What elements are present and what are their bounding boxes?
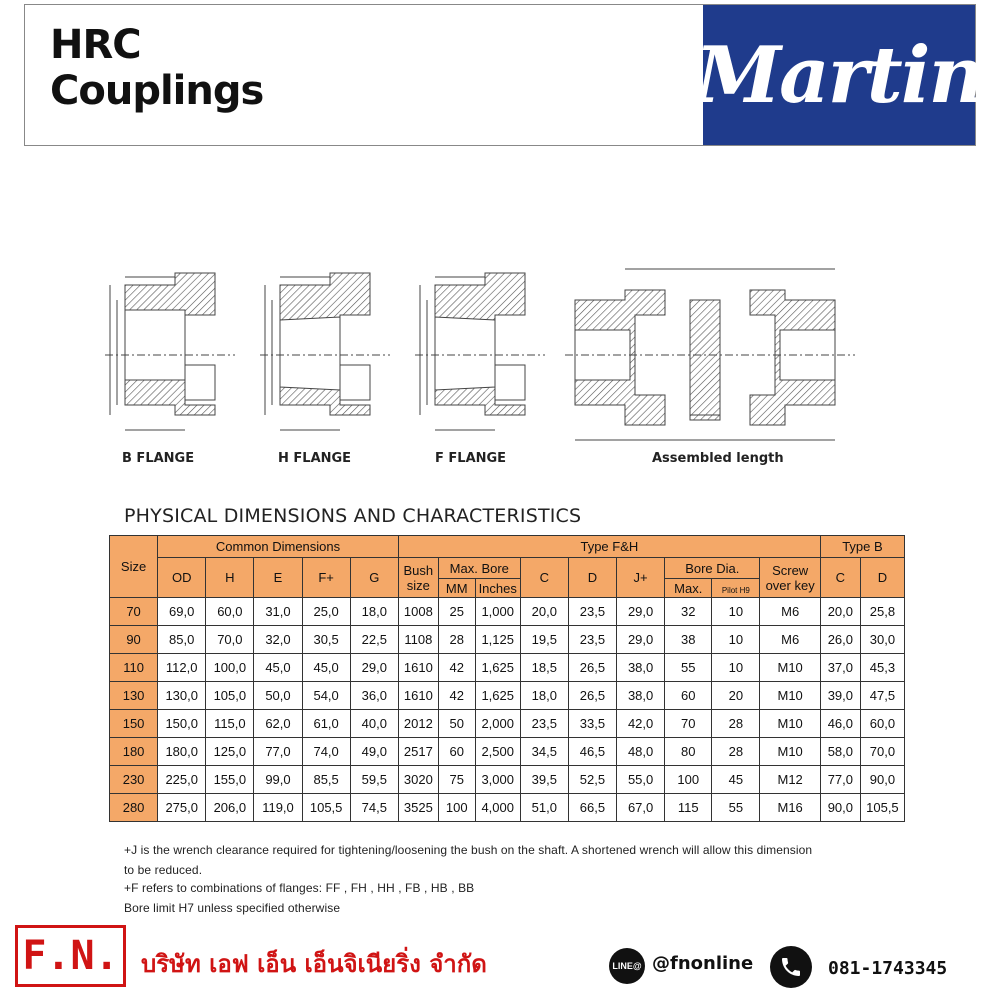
- table-cell: 45,0: [302, 654, 350, 682]
- table-cell: 26,5: [568, 682, 616, 710]
- brand-logo: [694, 5, 984, 145]
- table-cell: 60: [665, 682, 712, 710]
- col-bush-size: Bush size: [398, 558, 438, 598]
- table-cell: 112,0: [158, 654, 206, 682]
- table-cell: 80: [665, 738, 712, 766]
- line-id: @fnonline: [652, 953, 754, 974]
- table-cell: 58,0: [820, 738, 860, 766]
- table-row: [110, 794, 905, 822]
- table-cell: M10: [760, 682, 820, 710]
- table-cell: 45,3: [860, 654, 904, 682]
- table-cell: 33,5: [568, 710, 616, 738]
- col-od: OD: [158, 558, 206, 598]
- table-cell: 46,0: [820, 710, 860, 738]
- table-cell: 46,5: [568, 738, 616, 766]
- table-cell: 40,0: [350, 710, 398, 738]
- table-cell: 77,0: [254, 738, 302, 766]
- table-cell: 29,0: [617, 598, 665, 626]
- title-line-2: Couplings: [50, 68, 264, 114]
- table-cell: 55,0: [617, 766, 665, 794]
- table-cell: 66,5: [568, 794, 616, 822]
- f-flange-label: F FLANGE: [435, 451, 507, 466]
- table-cell: 70,0: [206, 626, 254, 654]
- table-row: [110, 710, 905, 738]
- table-cell: 225,0: [158, 766, 206, 794]
- note-wrench-clearance-cont: to be reduced.: [124, 863, 203, 877]
- table-cell: 74,0: [302, 738, 350, 766]
- h-flange-drawing: [260, 273, 390, 430]
- table-cell: 1610: [398, 682, 438, 710]
- table-cell: M10: [760, 654, 820, 682]
- table-cell: 18,0: [520, 682, 568, 710]
- flange-diagrams: [85, 255, 865, 455]
- table-cell: 115: [665, 794, 712, 822]
- table-cell: 100,0: [206, 654, 254, 682]
- table-row: [110, 598, 905, 626]
- table-cell: 50: [438, 710, 475, 738]
- table-cell: 67,0: [617, 794, 665, 822]
- table-cell: 3525: [398, 794, 438, 822]
- table-cell: 20,0: [820, 598, 860, 626]
- phone-icon: [770, 946, 812, 988]
- table-cell: 70,0: [860, 738, 904, 766]
- table-cell: 60: [438, 738, 475, 766]
- table-cell: M12: [760, 766, 820, 794]
- table-cell: 60,0: [206, 598, 254, 626]
- f-flange-drawing: [415, 273, 545, 430]
- table-cell: 1,625: [475, 654, 520, 682]
- pilot-h9-label: Pilot H9: [721, 585, 750, 595]
- table-cell: 28: [712, 710, 760, 738]
- col-g: G: [350, 558, 398, 598]
- col-j: J+: [617, 558, 665, 598]
- table-cell: 45: [712, 766, 760, 794]
- assembled-length-label: Assembled length: [652, 451, 784, 466]
- table-cell: 115,0: [206, 710, 254, 738]
- table-cell: 23,5: [568, 598, 616, 626]
- table-cell: 19,5: [520, 626, 568, 654]
- note-bore-limit: Bore limit H7 unless specified otherwise: [124, 901, 341, 915]
- table-row: [110, 738, 905, 766]
- table-cell: 3,000: [475, 766, 520, 794]
- table-cell: 25,0: [302, 598, 350, 626]
- table-cell: M10: [760, 710, 820, 738]
- table-cell: 105,5: [302, 794, 350, 822]
- table-cell: 155,0: [206, 766, 254, 794]
- table-cell: 99,0: [254, 766, 302, 794]
- table-cell: 42,0: [617, 710, 665, 738]
- table-cell: 30,5: [302, 626, 350, 654]
- table-cell: 1,625: [475, 682, 520, 710]
- table-cell: 29,0: [350, 654, 398, 682]
- table-cell: 20: [712, 682, 760, 710]
- page-title: [50, 22, 263, 114]
- table-cell: 55: [712, 794, 760, 822]
- table-cell: 2517: [398, 738, 438, 766]
- b-flange-label: B FLANGE: [122, 451, 195, 466]
- table-row: [110, 654, 905, 682]
- table-cell: 38,0: [617, 654, 665, 682]
- table-cell: 1,000: [475, 598, 520, 626]
- size-cell: 230: [110, 766, 158, 794]
- col-pilot-h9: [712, 579, 760, 598]
- table-cell: 32,0: [254, 626, 302, 654]
- table-cell: 75: [438, 766, 475, 794]
- table-cell: 31,0: [254, 598, 302, 626]
- table-body: [110, 598, 905, 822]
- table-cell: 59,5: [350, 766, 398, 794]
- table-cell: 50,0: [254, 682, 302, 710]
- col-bore-max: Max.: [665, 579, 712, 598]
- table-cell: 69,0: [158, 598, 206, 626]
- col-screw-over-key: Screw over key: [760, 558, 820, 598]
- table-cell: 74,5: [350, 794, 398, 822]
- col-inches: Inches: [475, 579, 520, 598]
- table-cell: 18,5: [520, 654, 568, 682]
- line-badge-text: LINE@: [612, 961, 642, 971]
- table-cell: 10: [712, 598, 760, 626]
- table-cell: 30,0: [860, 626, 904, 654]
- table-cell: 4,000: [475, 794, 520, 822]
- table-cell: 1610: [398, 654, 438, 682]
- table-cell: 180,0: [158, 738, 206, 766]
- h-flange-label: H FLANGE: [278, 451, 352, 466]
- table-cell: 47,5: [860, 682, 904, 710]
- table-cell: 150,0: [158, 710, 206, 738]
- col-e: E: [254, 558, 302, 598]
- table-cell: 85,0: [158, 626, 206, 654]
- size-cell: 90: [110, 626, 158, 654]
- table-cell: M10: [760, 738, 820, 766]
- title-line-1: HRC: [50, 22, 141, 68]
- table-cell: 18,0: [350, 598, 398, 626]
- table-cell: 52,5: [568, 766, 616, 794]
- table-cell: 70: [665, 710, 712, 738]
- assembled-drawing: [565, 269, 855, 440]
- b-flange-drawing: [105, 273, 235, 430]
- table-cell: 3020: [398, 766, 438, 794]
- table-cell: 77,0: [820, 766, 860, 794]
- table-cell: 90,0: [820, 794, 860, 822]
- table-cell: 38: [665, 626, 712, 654]
- table-cell: 119,0: [254, 794, 302, 822]
- table-cell: 2012: [398, 710, 438, 738]
- note-flange-combinations: +F refers to combinations of flanges: FF , FH , HH , FB , HB , BB: [124, 881, 475, 895]
- table-cell: 38,0: [617, 682, 665, 710]
- col-type-b-c: C: [820, 558, 860, 598]
- table-cell: 39,5: [520, 766, 568, 794]
- table-cell: M16: [760, 794, 820, 822]
- table-cell: 34,5: [520, 738, 568, 766]
- table-cell: 51,0: [520, 794, 568, 822]
- table-cell: 26,5: [568, 654, 616, 682]
- table-cell: 22,5: [350, 626, 398, 654]
- table-cell: 37,0: [820, 654, 860, 682]
- table-cell: 1,125: [475, 626, 520, 654]
- table-cell: 54,0: [302, 682, 350, 710]
- table-cell: 10: [712, 626, 760, 654]
- table-cell: 100: [665, 766, 712, 794]
- section-title: PHYSICAL DIMENSIONS AND CHARACTERISTICS: [124, 505, 582, 527]
- table-cell: 100: [438, 794, 475, 822]
- table-cell: 45,0: [254, 654, 302, 682]
- group-type-b: Type B: [820, 536, 904, 558]
- group-type-fh: Type F&H: [398, 536, 820, 558]
- size-cell: 70: [110, 598, 158, 626]
- table-cell: 60,0: [860, 710, 904, 738]
- col-size: Size: [110, 536, 158, 598]
- fn-logo: F.N.: [15, 925, 126, 987]
- table-cell: 1008: [398, 598, 438, 626]
- size-cell: 130: [110, 682, 158, 710]
- table-cell: 85,5: [302, 766, 350, 794]
- phone-number: 081-1743345: [828, 958, 948, 979]
- table-cell: 105,0: [206, 682, 254, 710]
- dimensions-table: [109, 535, 905, 822]
- table-cell: 1108: [398, 626, 438, 654]
- table-cell: 90,0: [860, 766, 904, 794]
- col-h: H: [206, 558, 254, 598]
- table-cell: 20,0: [520, 598, 568, 626]
- table-cell: 275,0: [158, 794, 206, 822]
- table-row: [110, 766, 905, 794]
- col-d: D: [568, 558, 616, 598]
- table-cell: 10: [712, 654, 760, 682]
- table-cell: 23,5: [568, 626, 616, 654]
- table-cell: 61,0: [302, 710, 350, 738]
- size-cell: 150: [110, 710, 158, 738]
- col-mm: MM: [438, 579, 475, 598]
- col-c: C: [520, 558, 568, 598]
- table-cell: 28: [712, 738, 760, 766]
- table-cell: 62,0: [254, 710, 302, 738]
- table-cell: 130,0: [158, 682, 206, 710]
- table-cell: 55: [665, 654, 712, 682]
- table-cell: 36,0: [350, 682, 398, 710]
- table-cell: 39,0: [820, 682, 860, 710]
- brand-logo-text: Martin: [694, 29, 984, 121]
- table-row: [110, 682, 905, 710]
- table-cell: 105,5: [860, 794, 904, 822]
- table-cell: 49,0: [350, 738, 398, 766]
- size-cell: 180: [110, 738, 158, 766]
- table-cell: 32: [665, 598, 712, 626]
- table-cell: 48,0: [617, 738, 665, 766]
- line-icon: [609, 948, 645, 984]
- col-max-bore: Max. Bore: [438, 558, 520, 579]
- group-common: Common Dimensions: [158, 536, 399, 558]
- table-cell: 29,0: [617, 626, 665, 654]
- table-cell: 2,500: [475, 738, 520, 766]
- size-cell: 280: [110, 794, 158, 822]
- table-cell: 25: [438, 598, 475, 626]
- company-name: บริษัท เอฟ เอ็น เอ็นจิเนียริ่ง จำกัด: [141, 950, 487, 978]
- table-cell: 28: [438, 626, 475, 654]
- table-cell: 23,5: [520, 710, 568, 738]
- table-cell: 206,0: [206, 794, 254, 822]
- table-cell: 26,0: [820, 626, 860, 654]
- size-cell: 110: [110, 654, 158, 682]
- table-cell: 2,000: [475, 710, 520, 738]
- table-cell: 25,8: [860, 598, 904, 626]
- table-row: [110, 626, 905, 654]
- note-wrench-clearance: +J is the wrench clearance required for tightening/loosening the bush on the shaft. A shortened wrench will allow this dimension: [124, 843, 813, 857]
- col-bore-dia: Bore Dia.: [665, 558, 760, 579]
- table-cell: M6: [760, 626, 820, 654]
- table-cell: M6: [760, 598, 820, 626]
- table-cell: 125,0: [206, 738, 254, 766]
- table-cell: 42: [438, 682, 475, 710]
- col-f: F+: [302, 558, 350, 598]
- table-cell: 42: [438, 654, 475, 682]
- col-type-b-d: D: [860, 558, 904, 598]
